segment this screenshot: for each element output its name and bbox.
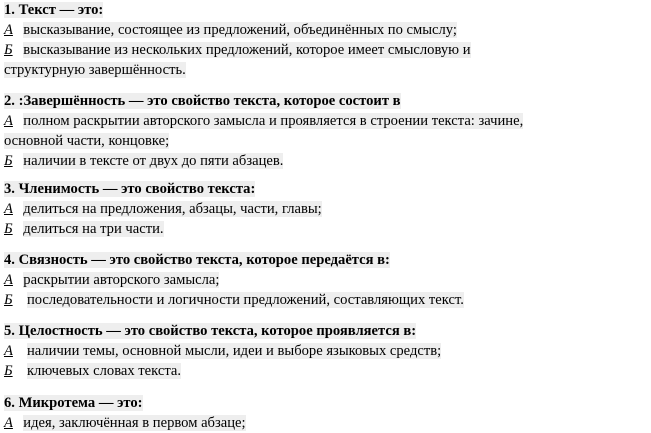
question-5 — [4, 321, 441, 381]
question-2 — [4, 91, 523, 171]
option-letter: А — [4, 272, 13, 288]
question-6-title: 6. Микротема — это: — [4, 395, 143, 411]
option-text: ключевых словах текста. — [26, 363, 182, 379]
question-4-option-a — [4, 270, 464, 290]
question-4-option-b — [4, 290, 464, 310]
question-4 — [4, 250, 464, 310]
option-letter: А — [4, 22, 13, 38]
option-text: структурную завершённость. — [4, 62, 186, 78]
option-letter: Б — [4, 153, 13, 169]
option-text: идея, заключённая в первом абзаце; — [23, 415, 246, 431]
option-text: последовательности и логичности предложений, составляющих текст. — [26, 292, 464, 308]
question-2-option-a — [4, 111, 523, 131]
question-2-title: 2. :Завершённость — это свойство текста, которое состоит в — [4, 93, 401, 109]
option-letter: Б — [4, 363, 13, 379]
question-6-option-a — [4, 413, 246, 433]
question-3-title: 3. Членимость — это свойство текста: — [4, 181, 256, 197]
question-1-option-b-continuation — [4, 60, 471, 80]
option-text: полном раскрытии авторского замысла и проявляется в строении текста: зачине, — [23, 113, 524, 129]
question-6 — [4, 393, 246, 433]
question-1-option-a — [4, 20, 471, 40]
option-letter: А — [4, 343, 13, 359]
option-text: основной части, концовке; — [4, 133, 170, 149]
question-1-option-b — [4, 40, 471, 60]
option-text: делиться на три части. — [23, 221, 164, 237]
option-text: наличии в тексте от двух до пяти абзацев. — [23, 153, 284, 169]
option-letter: Б — [4, 42, 13, 58]
option-letter: А — [4, 415, 13, 431]
option-letter: Б — [4, 292, 13, 308]
option-text: высказывание, состоящее из предложений, объединённых по смыслу; — [23, 22, 457, 38]
option-text: наличии темы, основной мысли, идеи и выборе языковых средств; — [26, 343, 442, 359]
option-text: высказывание из нескольких предложений, которое имеет смысловую и — [23, 42, 471, 58]
option-letter: Б — [4, 221, 13, 237]
question-2-option-b — [4, 151, 523, 171]
question-1-title: 1. Текст — это: — [4, 2, 104, 18]
option-text: раскрытии авторского замысла; — [23, 272, 220, 288]
question-1 — [4, 0, 471, 80]
option-letter: А — [4, 201, 13, 217]
option-letter: А — [4, 113, 13, 129]
question-5-option-b — [4, 361, 441, 381]
question-3 — [4, 179, 322, 239]
question-2-option-a-continuation — [4, 131, 523, 151]
question-3-option-b — [4, 219, 322, 239]
option-text: делиться на предложения, абзацы, части, главы; — [23, 201, 322, 217]
question-4-title: 4. Связность — это свойство текста, которое передаётся в: — [4, 252, 390, 268]
question-5-option-a — [4, 341, 441, 361]
question-5-title: 5. Целостность — это свойство текста, которое проявляется в: — [4, 323, 417, 339]
question-3-option-a — [4, 199, 322, 219]
